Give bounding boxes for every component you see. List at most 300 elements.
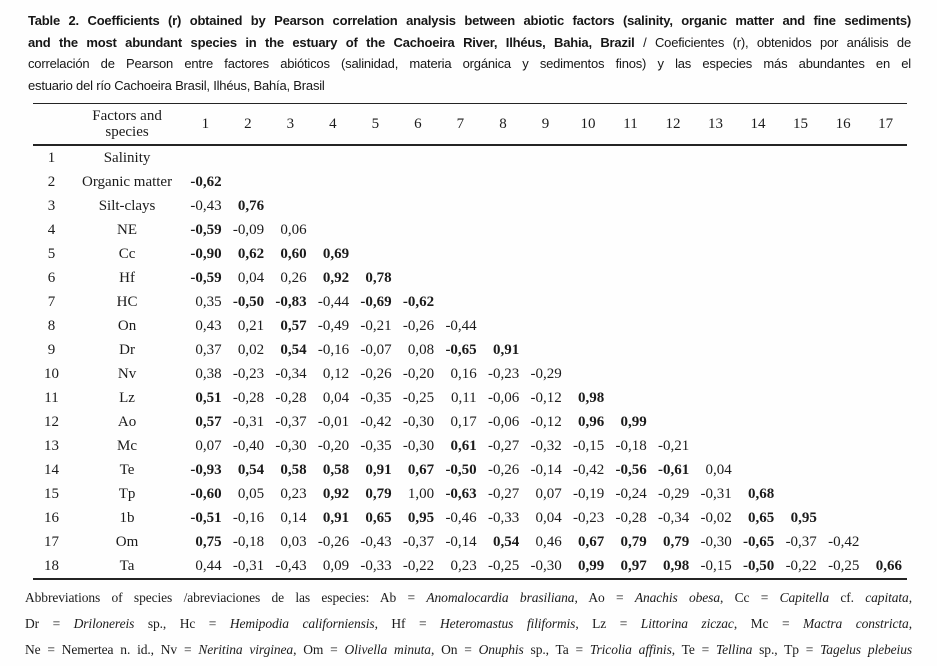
- text-segment: Ne = Nemertea n. id., Nv =: [25, 642, 199, 657]
- correlation-cell: [652, 362, 695, 386]
- correlation-cell: [864, 386, 907, 410]
- correlation-cell: [609, 314, 652, 338]
- correlation-cell: -0,93: [190, 461, 222, 478]
- row-number: 13: [44, 437, 59, 454]
- row-number: 1: [47, 149, 56, 166]
- text-segment: / Coeficientes (r), obtenidos por análisis de: [634, 34, 911, 50]
- correlation-cell: [737, 218, 780, 242]
- correlation-cell: [524, 266, 567, 290]
- correlation-cell: [652, 338, 695, 362]
- row-label: Mc: [117, 437, 138, 454]
- correlation-cell: [567, 194, 610, 218]
- correlation-cell: [354, 170, 397, 194]
- correlation-cell: -0,16: [317, 341, 350, 358]
- correlation-cell: 0,14: [280, 509, 307, 526]
- table-row: [33, 434, 907, 458]
- correlation-cell: [694, 362, 737, 386]
- caption-line: [28, 10, 911, 32]
- correlation-cell: -0,06: [487, 413, 520, 430]
- correlation-cell: -0,22: [402, 557, 435, 574]
- correlation-cell: [567, 170, 610, 194]
- table-row: [33, 362, 907, 386]
- correlation-cell: [524, 170, 567, 194]
- text-segment: , Lz =: [575, 616, 641, 631]
- correlation-cell: 0,91: [365, 461, 392, 478]
- caption-line: [28, 53, 911, 75]
- correlation-cell: [269, 145, 312, 170]
- correlation-cell: -0,28: [615, 509, 647, 526]
- correlation-cell: 0,16: [450, 365, 477, 382]
- correlation-cell: [694, 290, 737, 314]
- correlation-cell: [864, 434, 907, 458]
- correlation-cell: [822, 506, 865, 530]
- text-segment: , Om =: [293, 642, 345, 657]
- correlation-cell: [482, 290, 525, 314]
- table-caption: [28, 10, 911, 96]
- correlation-cell: [439, 290, 482, 314]
- correlation-cell: -0,33: [360, 557, 392, 574]
- correlation-cell: 0,17: [450, 413, 477, 430]
- correlation-cell: [694, 434, 737, 458]
- correlation-cell: -0,83: [275, 293, 307, 310]
- correlation-cell: [397, 194, 440, 218]
- correlation-cell: 0,99: [577, 557, 605, 574]
- correlation-cell: [482, 242, 525, 266]
- correlation-cell: -0,37: [275, 413, 307, 430]
- correlation-cell: [524, 218, 567, 242]
- correlation-cell: [609, 218, 652, 242]
- correlation-cell: [609, 338, 652, 362]
- text-segment: Onuphis: [478, 642, 524, 657]
- correlation-cell: 0,02: [237, 341, 265, 358]
- correlation-cell: [397, 266, 440, 290]
- column-header: 11: [609, 104, 652, 146]
- correlation-cell: [354, 218, 397, 242]
- correlation-cell: 0,26: [280, 269, 307, 286]
- correlation-cell: [779, 266, 822, 290]
- correlation-cell: -0,15: [700, 557, 732, 574]
- text-segment: and the most abundant species in the estuary of the Cachoeira River, Ilhéus, Bahia, Brazil: [28, 34, 635, 50]
- correlation-cell: [567, 362, 610, 386]
- row-number: 12: [44, 413, 59, 430]
- correlation-cell: [652, 194, 695, 218]
- correlation-cell: -0,20: [317, 437, 350, 454]
- correlation-cell: [439, 242, 482, 266]
- correlation-cell: 0,54: [492, 533, 520, 550]
- column-header: 3: [269, 104, 312, 146]
- correlation-cell: -0,60: [190, 485, 222, 502]
- correlation-cell: 0,95: [790, 509, 817, 526]
- table-row: [33, 145, 907, 170]
- row-number: 9: [47, 341, 56, 358]
- correlation-cell: -0,51: [190, 509, 222, 526]
- header-row: [33, 104, 907, 146]
- correlation-cell: [652, 266, 695, 290]
- row-label: Ta: [119, 557, 135, 574]
- correlation-cell: 0,57: [280, 317, 307, 334]
- row-number: 4: [47, 221, 56, 238]
- text-segment: Tellina: [715, 642, 753, 657]
- correlation-cell: [694, 242, 737, 266]
- correlation-cell: [694, 338, 737, 362]
- correlation-cell: 0,04: [237, 269, 265, 286]
- correlation-cell: -0,16: [232, 509, 265, 526]
- correlation-cell: [694, 194, 737, 218]
- table-row: [33, 386, 907, 410]
- text-segment: estuario del río Cachoeira Brasil, Ilhéus, Bahía, Brasil: [28, 77, 325, 93]
- row-label: NE: [117, 221, 138, 238]
- text-segment: Capitella: [779, 590, 829, 605]
- correlation-cell: -0,65: [743, 533, 775, 550]
- correlation-cell: [609, 386, 652, 410]
- correlation-cell: -0,19: [572, 485, 605, 502]
- table-row: [33, 290, 907, 314]
- correlation-cell: -0,07: [360, 341, 392, 358]
- correlation-cell: -0,31: [232, 413, 265, 430]
- correlation-cell: 0,04: [705, 461, 732, 478]
- correlation-cell: [354, 242, 397, 266]
- correlation-cell: 0,23: [280, 485, 307, 502]
- correlation-cell: [652, 145, 695, 170]
- correlation-cell: -0,20: [402, 365, 435, 382]
- correlation-cell: -0,37: [402, 533, 435, 550]
- correlation-cell: [524, 145, 567, 170]
- column-header: 8: [482, 104, 525, 146]
- header-factors-species: [70, 104, 184, 146]
- correlation-cell: 0,08: [407, 341, 435, 358]
- correlation-cell: 0,07: [195, 437, 222, 454]
- correlation-cell: 0,07: [535, 485, 562, 502]
- correlation-cell: 0,92: [322, 485, 350, 502]
- text-segment: , Mc =: [733, 616, 804, 631]
- correlation-cell: -0,31: [232, 557, 265, 574]
- correlation-cell: [227, 170, 270, 194]
- correlation-cell: 0,95: [407, 509, 435, 526]
- correlation-cell: -0,30: [530, 557, 562, 574]
- correlation-cell: [652, 314, 695, 338]
- correlation-cell: -0,26: [360, 365, 392, 382]
- correlation-cell: [779, 410, 822, 434]
- correlation-cell: 0,04: [535, 509, 562, 526]
- correlation-cell: 0,04: [322, 389, 350, 406]
- correlation-cell: [779, 218, 822, 242]
- correlation-cell: -0,42: [828, 533, 860, 550]
- text-segment: Mactra constricta: [803, 616, 909, 631]
- correlation-cell: [609, 362, 652, 386]
- correlation-cell: -0,29: [658, 485, 690, 502]
- correlation-cell: -0,25: [402, 389, 435, 406]
- row-number: 3: [47, 197, 56, 214]
- correlation-cell: [864, 290, 907, 314]
- correlation-cell: [864, 530, 907, 554]
- correlation-cell: 0,61: [450, 437, 477, 454]
- correlation-cell: 0,57: [195, 413, 222, 430]
- row-label: Om: [115, 533, 139, 550]
- row-number: 15: [44, 485, 59, 502]
- correlation-cell: [652, 386, 695, 410]
- text-segment: Littorina ziczac: [640, 616, 734, 631]
- correlation-cell: -0,42: [360, 413, 392, 430]
- correlation-cell: [737, 290, 780, 314]
- correlation-cell: [822, 266, 865, 290]
- correlation-cell: [269, 170, 312, 194]
- text-segment: Drilonereis: [73, 616, 135, 631]
- correlation-cell: [524, 338, 567, 362]
- text-segment: Abbreviations of species /abreviaciones de las especies: Ab =: [25, 590, 427, 605]
- correlation-cell: 0,38: [195, 365, 222, 382]
- correlation-cell: 0,06: [280, 221, 307, 238]
- correlation-cell: [439, 145, 482, 170]
- column-header: 7: [439, 104, 482, 146]
- correlation-cell: [397, 218, 440, 242]
- correlation-cell: [694, 314, 737, 338]
- correlation-cell: [822, 314, 865, 338]
- correlation-cell: -0,25: [828, 557, 860, 574]
- correlation-cell: -0,14: [530, 461, 562, 478]
- correlation-cell: 0,79: [663, 533, 690, 550]
- correlation-cell: -0,49: [317, 317, 350, 334]
- text-segment: capitata: [865, 590, 909, 605]
- text-segment: sp., Tp =: [752, 642, 821, 657]
- correlation-cell: -0,42: [572, 461, 605, 478]
- column-header: 13: [694, 104, 737, 146]
- corner-label-line1: Factors and: [92, 107, 162, 124]
- correlation-cell: 0,92: [322, 269, 350, 286]
- correlation-cell: 0,91: [492, 341, 520, 358]
- correlation-cell: [822, 242, 865, 266]
- correlation-cell: -0,34: [275, 365, 307, 382]
- row-number: 11: [44, 389, 59, 406]
- correlation-cell: [567, 266, 610, 290]
- correlation-cell: [312, 218, 355, 242]
- correlation-cell: [609, 194, 652, 218]
- correlation-cell: 0,75: [195, 533, 222, 550]
- correlation-cell: -0,26: [487, 461, 520, 478]
- correlation-cell: -0,63: [445, 485, 477, 502]
- correlation-cell: -0,37: [785, 533, 817, 550]
- correlation-cell: 0,60: [280, 245, 307, 262]
- correlation-cell: [567, 314, 610, 338]
- correlation-cell: -0,50: [743, 557, 775, 574]
- correlation-cell: [184, 145, 227, 170]
- correlation-cell: -0,31: [700, 485, 732, 502]
- correlation-cell: [864, 314, 907, 338]
- row-number: 14: [44, 461, 59, 478]
- correlation-cell: [694, 410, 737, 434]
- text-segment: Hemipodia californiensis: [229, 616, 375, 631]
- text-segment: sp., Ta =: [523, 642, 590, 657]
- correlation-cell: -0,62: [190, 173, 222, 190]
- correlation-cell: [482, 218, 525, 242]
- correlation-cell: -0,43: [275, 557, 307, 574]
- correlation-cell: [822, 482, 865, 506]
- column-header: 1: [184, 104, 227, 146]
- correlation-cell: [822, 218, 865, 242]
- correlation-cell: 0,96: [577, 413, 605, 430]
- table-body: [33, 145, 907, 579]
- correlation-cell: [269, 194, 312, 218]
- correlation-cell: [524, 242, 567, 266]
- correlation-cell: 0,66: [875, 557, 902, 574]
- correlation-cell: [439, 170, 482, 194]
- correlation-cell: [567, 242, 610, 266]
- table-row: [33, 530, 907, 554]
- row-number: 7: [47, 293, 56, 310]
- column-header: 2: [227, 104, 270, 146]
- text-segment: ,: [908, 590, 912, 605]
- correlation-cell: -0,30: [402, 437, 435, 454]
- correlation-cell: [482, 145, 525, 170]
- correlation-cell: [524, 314, 567, 338]
- correlation-cell: [737, 266, 780, 290]
- correlation-cell: [397, 170, 440, 194]
- correlation-cell: -0,69: [360, 293, 392, 310]
- row-label: Salinity: [103, 149, 151, 166]
- correlation-cell: 0,23: [450, 557, 477, 574]
- correlation-cell: -0,26: [317, 533, 350, 550]
- correlation-cell: -0,50: [232, 293, 265, 310]
- correlation-cell: -0,62: [402, 293, 435, 310]
- column-header: 4: [312, 104, 355, 146]
- correlation-cell: 0,79: [620, 533, 647, 550]
- correlation-cell: [439, 218, 482, 242]
- correlation-cell: [482, 266, 525, 290]
- correlation-cell: 0,67: [407, 461, 435, 478]
- correlation-cell: [864, 482, 907, 506]
- text-segment: correlación de Pearson entre factores abióticos (salinidad, materia orgánica y sedimentos finos) y las especies más abundantes en el: [28, 56, 911, 72]
- correlation-cell: -0,14: [445, 533, 477, 550]
- row-number: 16: [44, 509, 59, 526]
- correlation-cell: 0,54: [280, 341, 307, 358]
- column-header: 6: [397, 104, 440, 146]
- correlation-cell: [567, 145, 610, 170]
- correlation-cell: 0,03: [280, 533, 307, 550]
- correlation-cell: -0,35: [360, 389, 392, 406]
- correlation-cell: 0,79: [365, 485, 392, 502]
- correlation-cell: -0,28: [232, 389, 265, 406]
- table-row: [33, 338, 907, 362]
- correlation-cell: [694, 170, 737, 194]
- correlation-cell: -0,43: [360, 533, 392, 550]
- row-number: 5: [47, 245, 56, 262]
- table-row: [33, 170, 907, 194]
- correlation-cell: [779, 338, 822, 362]
- text-segment: Heteromastus filiformis: [440, 616, 576, 631]
- table-row: [33, 266, 907, 290]
- correlation-cell: [822, 145, 865, 170]
- correlation-cell: [694, 386, 737, 410]
- text-segment: Tricolia affinis: [589, 642, 672, 657]
- correlation-cell: -0,18: [232, 533, 265, 550]
- caption-line: [28, 32, 911, 54]
- row-number: 6: [47, 269, 56, 286]
- correlation-cell: -0,33: [487, 509, 520, 526]
- correlation-cell: -0,22: [785, 557, 817, 574]
- table-header: [33, 104, 907, 146]
- correlation-cell: [737, 434, 780, 458]
- correlation-cell: [652, 218, 695, 242]
- column-header: 9: [524, 104, 567, 146]
- correlation-cell: -0,40: [232, 437, 265, 454]
- correlation-cell: -0,12: [530, 389, 562, 406]
- correlation-cell: [652, 290, 695, 314]
- correlation-cell: [609, 266, 652, 290]
- correlation-cell: [567, 338, 610, 362]
- text-segment: , Cc =: [719, 590, 780, 605]
- correlation-cell: [822, 434, 865, 458]
- correlation-cell: -0,23: [572, 509, 605, 526]
- correlation-cell: -0,35: [360, 437, 392, 454]
- correlation-cell: [524, 194, 567, 218]
- correlation-cell: 0,67: [577, 533, 605, 550]
- correlation-cell: [737, 242, 780, 266]
- correlation-cell: [864, 506, 907, 530]
- correlation-cell: [652, 170, 695, 194]
- correlation-cell: -0,59: [190, 221, 222, 238]
- footnote: [25, 585, 912, 663]
- correlation-cell: [737, 314, 780, 338]
- correlation-cell: [397, 242, 440, 266]
- row-number: 18: [44, 557, 59, 574]
- correlation-cell: 1,00: [407, 485, 435, 502]
- correlation-cell: [822, 386, 865, 410]
- correlation-cell: [864, 362, 907, 386]
- correlation-cell: [864, 170, 907, 194]
- correlation-cell: [737, 194, 780, 218]
- correlation-cell: [737, 410, 780, 434]
- row-number: 2: [47, 173, 56, 190]
- correlation-cell: [779, 242, 822, 266]
- correlation-cell: [779, 314, 822, 338]
- row-label: Hf: [119, 269, 135, 286]
- correlation-cell: [737, 362, 780, 386]
- correlation-cell: -0,27: [487, 437, 520, 454]
- text-segment: Olivella minuta: [344, 642, 431, 657]
- correlation-cell: [822, 338, 865, 362]
- header-num-column: [33, 104, 70, 146]
- correlation-cell: -0,65: [445, 341, 477, 358]
- row-label: Dr: [119, 341, 135, 358]
- correlation-cell: 0,76: [237, 197, 265, 214]
- row-label: 1b: [119, 509, 135, 526]
- column-header: 14: [737, 104, 780, 146]
- caption-line: [28, 75, 911, 97]
- correlation-cell: -0,09: [232, 221, 265, 238]
- correlation-cell: 0,98: [663, 557, 690, 574]
- correlation-cell: [524, 290, 567, 314]
- correlation-cell: 0,91: [322, 509, 350, 526]
- correlation-cell: 0,09: [322, 557, 350, 574]
- correlation-cell: -0,02: [700, 509, 732, 526]
- row-label: Nv: [117, 365, 137, 382]
- correlation-cell: 0,11: [450, 389, 477, 406]
- correlation-cell: 0,51: [195, 389, 222, 406]
- row-number: 8: [47, 317, 56, 334]
- text-segment: Neritina virginea: [198, 642, 294, 657]
- correlation-cell: [482, 314, 525, 338]
- correlation-cell: [312, 170, 355, 194]
- correlation-cell: [779, 362, 822, 386]
- correlation-cell: -0,23: [487, 365, 520, 382]
- text-segment: , Ao =: [574, 590, 635, 605]
- correlation-cell: 0,97: [620, 557, 647, 574]
- correlation-cell: 0,69: [322, 245, 350, 262]
- correlation-cell: [779, 458, 822, 482]
- table-row: [33, 314, 907, 338]
- correlation-cell: [439, 266, 482, 290]
- correlation-cell: 0,21: [237, 317, 265, 334]
- table-row: [33, 242, 907, 266]
